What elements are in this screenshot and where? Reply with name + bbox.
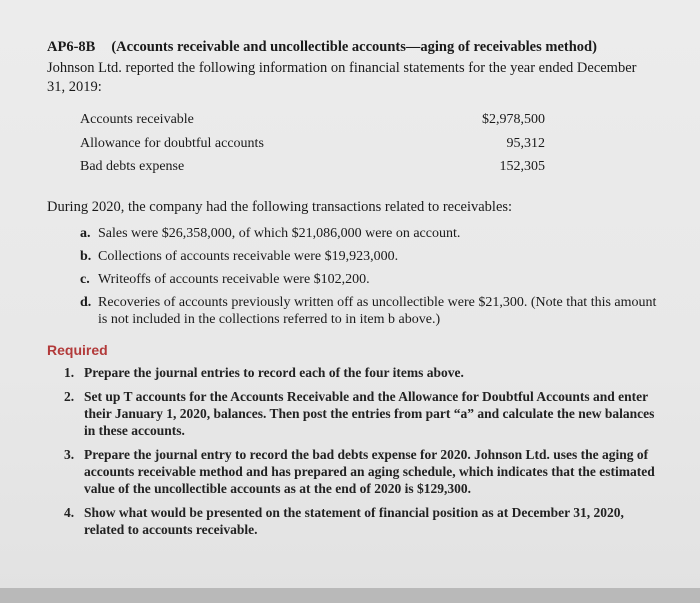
transaction-letter: b. (80, 249, 92, 264)
transaction-item (80, 249, 398, 265)
required-item (64, 389, 648, 405)
problem-title (47, 39, 597, 56)
financial-value: $2,978,500 (482, 112, 545, 127)
problem-heading: (Accounts receivable and uncollectible accounts—aging of receivables method) (111, 39, 597, 55)
required-text-continued: accounts receivable method and has prepared an aging schedule, which indicates that the estimated (84, 464, 655, 479)
required-item (64, 505, 624, 521)
transaction-item (80, 226, 460, 242)
required-heading: Required (47, 342, 108, 358)
transactions-intro: During 2020, the company had the following transactions related to receivables: (47, 199, 513, 215)
required-text: Prepare the journal entries to record each of the four items above. (84, 365, 464, 380)
transaction-item (80, 272, 370, 288)
transaction-text: Writeoffs of accounts receivable were $102,200. (98, 272, 370, 287)
required-text-continued: value of the uncollectible accounts as at the end of 2020 is $129,300. (84, 481, 471, 496)
required-number: 4. (64, 505, 75, 520)
intro-line-1: Johnson Ltd. reported the following information on financial statements for the year ended December (47, 60, 637, 76)
financial-label: Bad debts expense (80, 159, 185, 174)
transaction-item (80, 295, 656, 311)
required-number: 2. (64, 389, 75, 404)
required-text: Prepare the journal entry to record the bad debts expense for 2020. Johnson Ltd. uses the aging of (84, 447, 649, 462)
intro-line-2: 31, 2019: (47, 79, 102, 95)
required-text-continued: in these accounts. (84, 423, 185, 438)
required-number: 1. (64, 365, 75, 380)
required-number: 3. (64, 447, 75, 462)
required-item (64, 365, 464, 381)
page-bottom-shadow (0, 588, 700, 603)
transaction-letter: c. (80, 272, 90, 287)
required-text-continued: related to accounts receivable. (84, 522, 258, 537)
transaction-text-continued: is not included in the collections referred to in item b above.) (98, 312, 441, 327)
financial-value: 95,312 (506, 136, 545, 151)
required-text: Set up T accounts for the Accounts Receivable and the Allowance for Doubtful Accounts and enter (84, 389, 649, 404)
financial-label: Allowance for doubtful accounts (80, 136, 264, 151)
transaction-letter: a. (80, 226, 91, 241)
transaction-text: Recoveries of accounts previously written off as uncollectible were $21,300. (Note that this amount (98, 295, 657, 310)
financial-value: 152,305 (499, 159, 545, 174)
required-text-continued: their January 1, 2020, balances. Then post the entries from part “a” and calculate the new balances (84, 406, 655, 421)
problem-code: AP6-8B (47, 39, 96, 55)
transaction-letter: d. (80, 295, 92, 310)
required-text: Show what would be presented on the statement of financial position as at December 31, 2020, (84, 505, 624, 520)
required-item (64, 447, 648, 463)
transaction-text: Sales were $26,358,000, of which $21,086,000 were on account. (98, 226, 461, 241)
financial-label: Accounts receivable (80, 112, 194, 127)
transaction-text: Collections of accounts receivable were $19,923,000. (98, 249, 399, 264)
